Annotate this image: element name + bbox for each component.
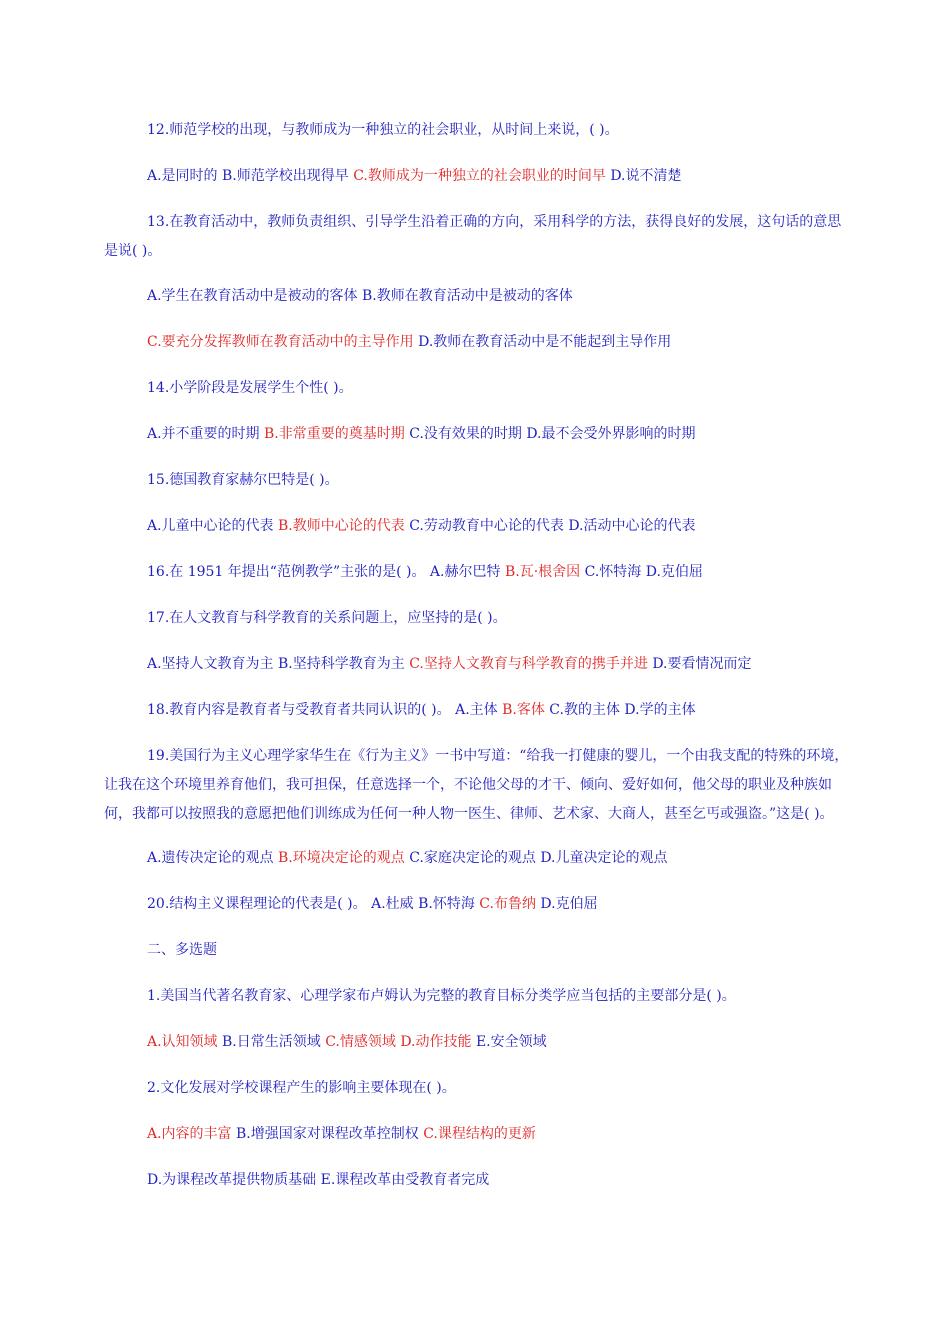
segment: A.儿童中心论的代表: [147, 518, 279, 534]
segment: C.没有效果的时期 D.最不会受外界影响的时期: [404, 426, 696, 442]
answer-segment: C.要充分发挥教师在教育活动中的主导作用: [147, 334, 414, 350]
options-13-cd: [147, 332, 907, 352]
multi-question-2: [147, 1078, 907, 1098]
question-20: [147, 894, 907, 914]
segment: B.日常生活领域: [217, 1034, 326, 1050]
segment: 12.师范学校的出现，与教师成为一种独立的社会职业，从时间上来说，( )。: [147, 122, 619, 138]
segment: 13.在教育活动中，教师负责组织、引导学生沿着正确的方向，采用科学的方法，获得良好的发展，这句话的意思是说( )。: [104, 214, 842, 259]
segment: 18.教育内容是教育者与受教育者共同认识的( )。 A.主体: [147, 702, 503, 718]
segment: D.为课程改革提供物质基础 E.课程改革由受教育者完成: [147, 1172, 490, 1188]
answer-segment: C.教师成为一种独立的社会职业的时间早: [353, 168, 606, 184]
options-14: [147, 424, 907, 444]
segment: A.是同时的 B.师范学校出现得早: [147, 168, 354, 184]
segment: D.克伯屈: [535, 896, 598, 912]
segment: B.增强国家对课程改革控制权: [231, 1126, 424, 1142]
answer-segment: C.课程结构的更新: [423, 1126, 536, 1142]
segment: 2.文化发展对学校课程产生的影响主要体现在( )。: [147, 1080, 456, 1096]
answer-segment: C.坚持人文教育与科学教育的携手并进: [409, 656, 648, 672]
question-16: [147, 562, 907, 582]
answer-segment: B.客体: [502, 702, 545, 718]
answer-segment: A.认知领域: [147, 1034, 218, 1050]
segment: 16.在 1951 年提出“范例教学”主张的是( )。 A.赫尔巴特: [147, 564, 505, 580]
answer-segment: B.环境决定论的观点: [278, 850, 405, 866]
segment: C.怀特海 D.克伯屈: [580, 564, 703, 580]
question-17: [147, 608, 907, 628]
segment: C.劳动教育中心论的代表 D.活动中心论的代表: [404, 518, 696, 534]
segment: A.并不重要的时期: [147, 426, 265, 442]
multi-options-2-de: [147, 1170, 907, 1190]
options-12: [147, 166, 907, 186]
answer-segment: C.情感领域 D.动作技能: [325, 1034, 472, 1050]
multi-question-1: [147, 986, 907, 1006]
section-heading: [147, 940, 907, 960]
segment: 15.德国教育家赫尔巴特是( )。: [147, 472, 339, 488]
question-18: [147, 700, 907, 720]
section-title: 二、多选题: [147, 942, 217, 958]
answer-segment: C.布鲁纳: [479, 896, 536, 912]
segment: A.学生在教育活动中是被动的客体 B.教师在教育活动中是被动的客体: [147, 288, 573, 304]
segment: D.说不清楚: [605, 168, 682, 184]
segment: D.要看情况而定: [647, 656, 752, 672]
answer-segment: A.内容的丰富: [147, 1126, 232, 1142]
segment: 14.小学阶段是发展学生个性( )。: [147, 380, 353, 396]
options-13-ab: [147, 286, 907, 306]
question-14: [147, 378, 907, 398]
question-13: [104, 208, 852, 266]
segment: A.遗传决定论的观点: [147, 850, 279, 866]
segment: 20.结构主义课程理论的代表是( )。 A.杜威 B.怀特海: [147, 896, 480, 912]
segment: D.教师在教育活动中是不能起到主导作用: [413, 334, 672, 350]
question-15: [147, 470, 907, 490]
options-15: [147, 516, 907, 536]
answer-segment: B.瓦·根舍因: [504, 564, 581, 580]
multi-options-1: [147, 1032, 907, 1052]
segment: 17.在人文教育与科学教育的关系问题上，应坚持的是( )。: [147, 610, 507, 626]
segment: 1.美国当代著名教育家、心理学家布卢姆认为完整的教育目标分类学应当包括的主要部分是( )。: [147, 988, 736, 1004]
options-17: [147, 654, 907, 674]
question-12: [147, 120, 907, 140]
segment: A.坚持人文教育为主 B.坚持科学教育为主: [147, 656, 410, 672]
segment: 19.美国行为主义心理学家华生在《行为主义》一书中写道：“给我一打健康的婴儿，一个由我支配的特殊的环境，让我在这个环境里养育他们，我可担保，任意选择一个，不论他父母的才干、倾向、爱好如何，他父母的职业及种族如何，我都可以按照我的意愿把他们训练成为任何一种人物一医生、律师、艺术家、大商人，甚至乞丐或强盗。”这是( )。: [104, 748, 849, 822]
answer-segment: B.教师中心论的代表: [278, 518, 405, 534]
answer-segment: B.非常重要的奠基时期: [264, 426, 405, 442]
segment: C.家庭决定论的观点 D.儿童决定论的观点: [404, 850, 668, 866]
segment: E.安全领域: [471, 1034, 547, 1050]
segment: C.教的主体 D.学的主体: [544, 702, 696, 718]
multi-options-2-abc: [147, 1124, 907, 1144]
question-19: [104, 742, 852, 829]
options-19: [147, 848, 907, 868]
